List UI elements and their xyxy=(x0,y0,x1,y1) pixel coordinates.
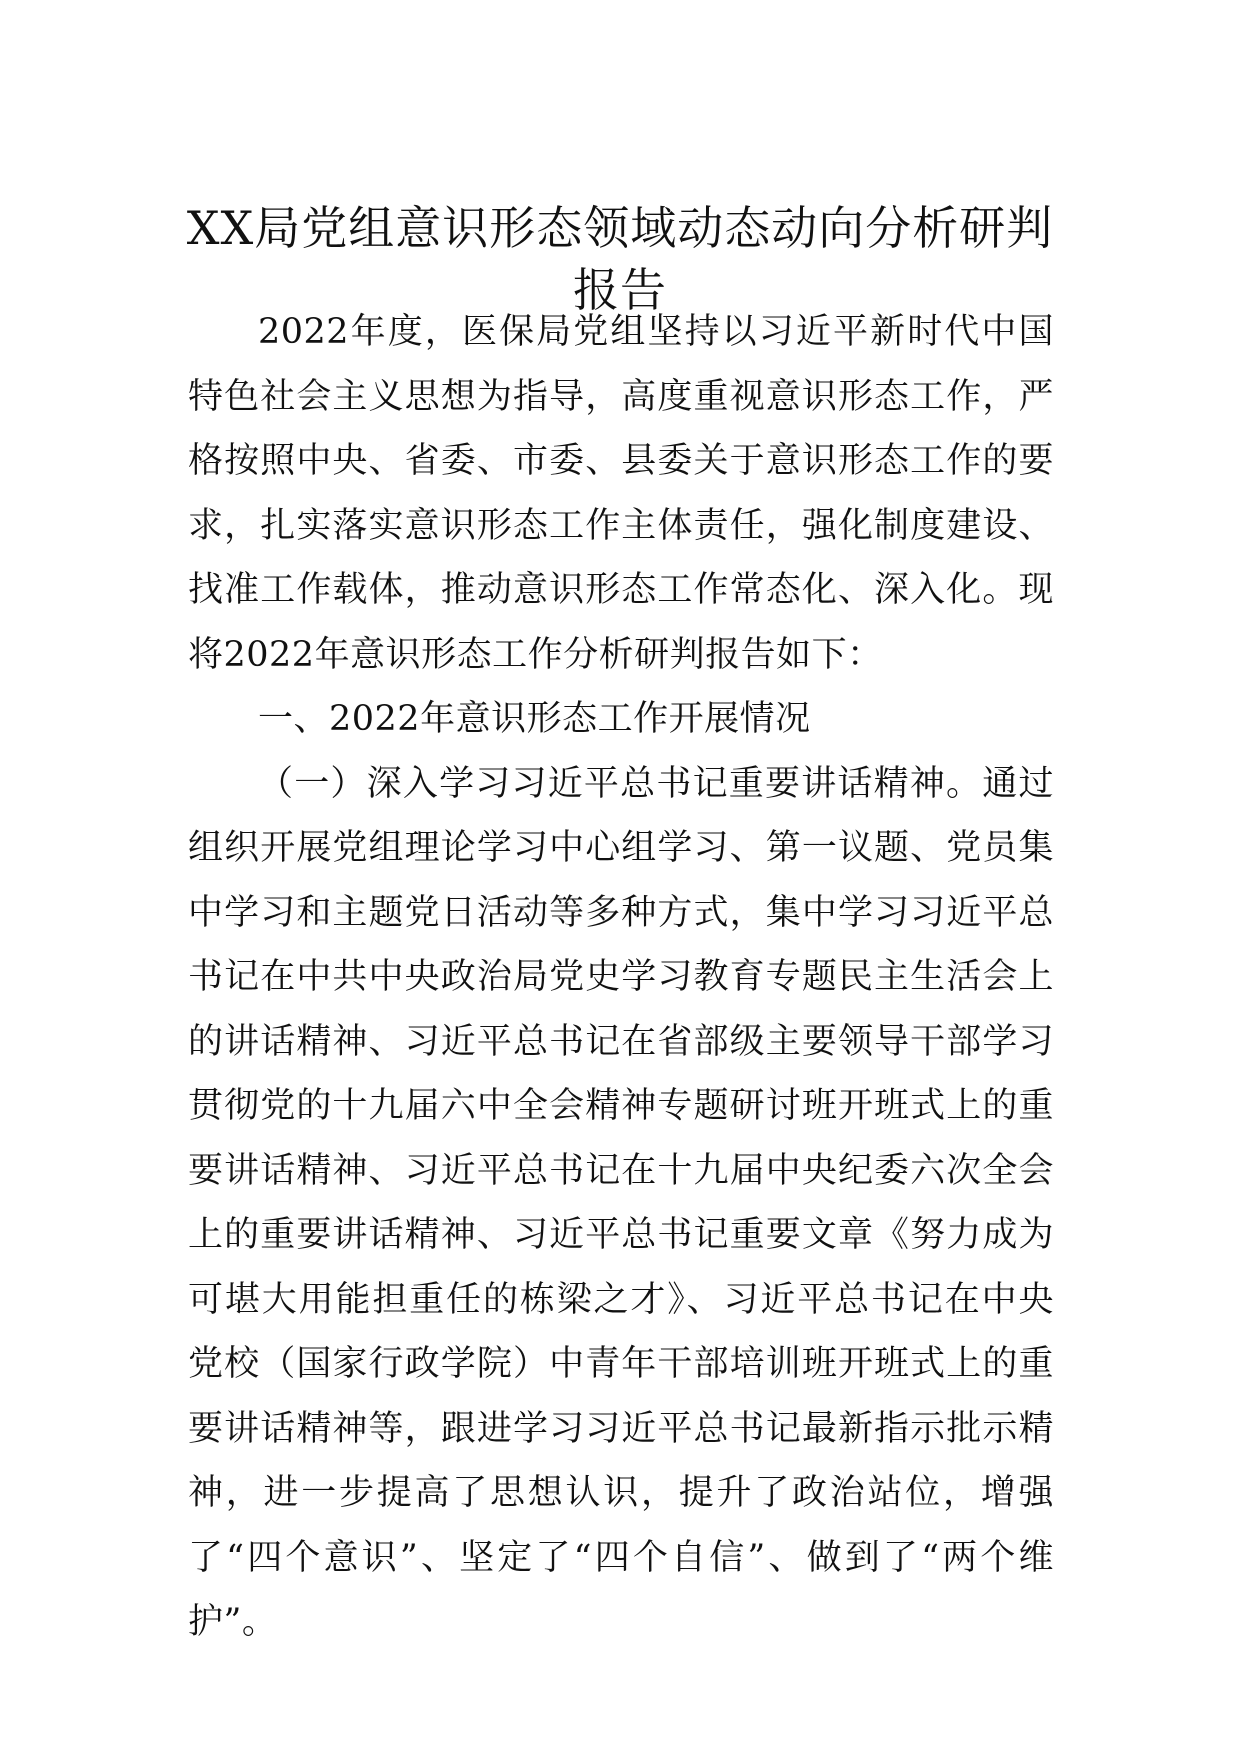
document-body xyxy=(188,300,1054,1655)
section-heading: 一、2022年意识形态工作开展情况 xyxy=(258,699,811,739)
subsection-paragraph: （一）深入学习习近平总书记重要讲话精神。通过组织开展党组理论学习中心组学习、第一议题、党员集中学习和主题党日活动等多种方式，集中学习习近平总书记在中共中央政治局党史学习教育专题民主生活会上的讲话精神、习近平总书记在省部级主要领导干部学习贯彻党的十九届六中全会精神专题研讨班开班式上的重要讲话精神、习近平总书记在十九届中央纪委六次全会上的重要讲话精神、习近平总书记重要文章《努力成为可堪大用能担重任的栋梁之才》、习近平总书记在中央党校（国家行政学院）中青年干部培训班开班式上的重要讲话精神等，跟进学习习近平总书记最新指示批示精神，进一步提高了思想认识，提升了政治站位，增强了“四个意识”、坚定了“四个自信”、做到了“两个维护”。 xyxy=(188,763,1054,1642)
intro-paragraph: 2022年度，医保局党组坚持以习近平新时代中国特色社会主义思想为指导，高度重视意识形态工作，严格按照中央、省委、市委、县委关于意识形态工作的要求，扎实落实意识形态工作主体责任，强化制度建设、找准工作载体，推动意识形态工作常态化、深入化。现将2022年意识形态工作分析研判报告如下： xyxy=(188,312,1054,675)
document-title: XX局党组意识形态领域动态动向分析研判报告 xyxy=(186,200,1054,317)
